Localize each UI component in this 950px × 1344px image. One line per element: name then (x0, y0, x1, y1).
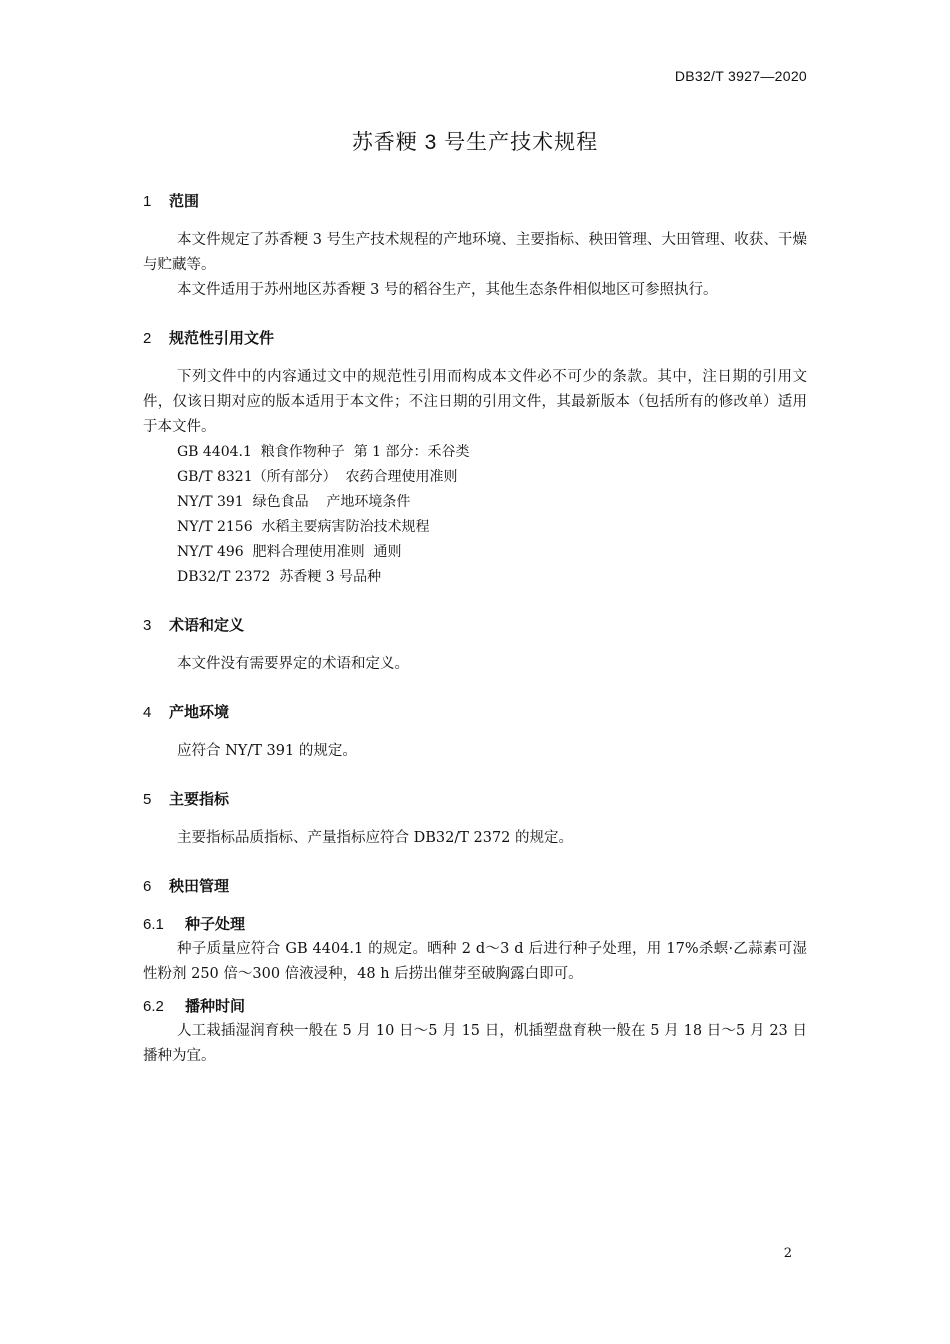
subsection-title: 播种时间 (185, 998, 246, 1015)
subsection-number: 6.2 (143, 998, 164, 1015)
document-body (143, 190, 807, 1069)
reference-item: NY/T 496 肥料合理使用准则 通则 (177, 544, 402, 560)
section-heading-scope (143, 190, 807, 214)
reference-item: NY/T 2156 水稻主要病害防治技术规程 (177, 519, 430, 535)
section-title: 术语和定义 (169, 617, 245, 634)
paragraph: 本文件适用于苏州地区苏香粳 3 号的稻谷生产，其他生态条件相似地区可参照执行。 (177, 282, 718, 298)
subsection-heading-sowing-time (143, 995, 807, 1019)
section-heading-seedbed-management (143, 875, 807, 899)
document-title: 苏香粳 3 号生产技术规程 (351, 131, 599, 154)
reference-item: GB 4404.1 粮食作物种子 第 1 部分：禾谷类 (177, 444, 470, 460)
subsection-number: 6.1 (143, 916, 164, 933)
subsection-title: 种子处理 (185, 916, 246, 933)
section-number: 6 (143, 878, 152, 895)
section-title: 范围 (169, 193, 200, 210)
paragraph: 下列文件中的内容通过文中的规范性引用而构成本文件必不可少的条款。其中，注日期的引用文件，仅该日期对应的版本适用于本文件；不注日期的引用文件，其最新版本（包括所有的修改单）适用于本文件。 (143, 369, 807, 435)
reference-item: GB/T 8321（所有部分） 农药合理使用准则 (177, 469, 458, 485)
document-number: DB32/T 3927—2020 (674, 68, 807, 84)
section-heading-environment (143, 701, 807, 725)
section-number: 5 (143, 791, 152, 808)
section-number: 3 (143, 617, 152, 634)
section-heading-main-indicators (143, 788, 807, 812)
reference-item: NY/T 391 绿色食品 产地环境条件 (177, 494, 411, 510)
section-heading-normative-references (143, 327, 807, 351)
paragraph: 本文件规定了苏香粳 3 号生产技术规程的产地环境、主要指标、秧田管理、大田管理、收获、干燥与贮藏等。 (143, 232, 807, 273)
section-number: 4 (143, 704, 152, 721)
paragraph: 种子质量应符合 GB 4404.1 的规定。晒种 2 d～3 d 后进行种子处理，用 17%杀螟·乙蒜素可湿性粉剂 250 倍～300 倍液浸种，48 h 后捞出催芽至破胸露白即可。 (143, 941, 807, 982)
paragraph: 主要指标品质指标、产量指标应符合 DB32/T 2372 的规定。 (177, 830, 574, 846)
section-number: 2 (143, 330, 152, 347)
paragraph: 人工栽插湿润育秧一般在 5 月 10 日～5 月 15 日，机插塑盘育秧一般在 5 月 18 日～5 月 23 日播种为宜。 (143, 1023, 807, 1064)
paragraph: 本文件没有需要界定的术语和定义。 (177, 656, 409, 672)
section-title: 产地环境 (169, 704, 230, 721)
section-title: 主要指标 (169, 791, 230, 808)
paragraph: 应符合 NY/T 391 的规定。 (177, 743, 357, 759)
subsection-heading-seed-treatment (143, 913, 807, 937)
page-number: 2 (783, 1246, 792, 1261)
reference-item: DB32/T 2372 苏香粳 3 号品种 (177, 569, 382, 585)
section-number: 1 (143, 193, 152, 210)
section-title: 秧田管理 (169, 878, 230, 895)
section-heading-terms (143, 614, 807, 638)
section-title: 规范性引用文件 (169, 330, 275, 347)
